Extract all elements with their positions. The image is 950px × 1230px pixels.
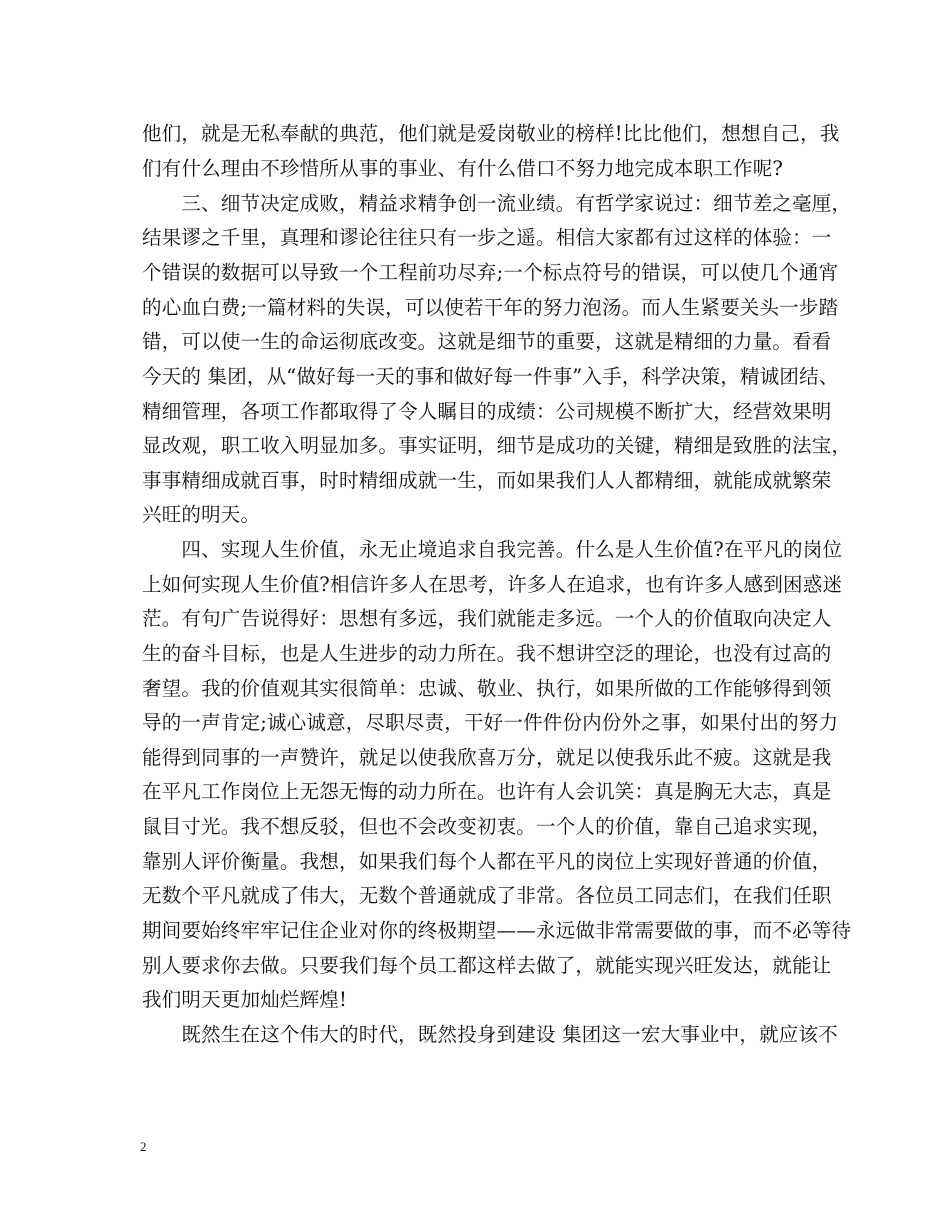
- body-text-line: 导的一声肯定;诚心诚意，尽职尽责，干好一件件份内份外之事，如果付出的努力: [142, 711, 839, 734]
- body-text-line: 四、实现人生价值，永无止境追求自我完善。什么是人生价值?在平凡的岗位: [142, 538, 843, 561]
- body-text-line: 错，可以使一生的命运彻底改变。这就是细节的重要，这就是精细的力量。看看: [142, 330, 832, 353]
- body-text-line: 的心血白费;一篇材料的失误，可以使若干年的努力泡汤。而人生紧要关头一步踏: [142, 296, 839, 319]
- body-text-line: 他们，就是无私奉献的典范，他们就是爱岗敬业的榜样!比比他们，想想自己，我: [142, 122, 840, 145]
- body-text-line: 奢望。我的价值观其实很简单：忠诚、敬业、执行，如果所做的工作能够得到领: [142, 677, 832, 700]
- body-text-line: 个错误的数据可以导致一个工程前功尽弃;一个标点符号的错误，可以使几个通宵: [142, 261, 839, 284]
- body-text-line: 兴旺的明天。: [142, 503, 261, 526]
- body-text-line: 今天的 集团，从“做好每一天的事和做好每一件事”入手，科学决策，精诚团结、: [142, 365, 839, 388]
- body-text-line: 显改观，职工收入明显加多。事实证明，细节是成功的关键，精细是致胜的法宝，: [142, 434, 852, 457]
- body-text-line: 靠别人评价衡量。我想，如果我们每个人都在平凡的岗位上实现好普通的价值，: [142, 850, 832, 873]
- body-text-line: 们有什么理由不珍惜所从事的事业、有什么借口不努力地完成本职工作呢?: [142, 157, 784, 180]
- body-text-line: 无数个平凡就成了伟大，无数个普通就成了非常。各位员工同志们，在我们任职: [142, 884, 832, 907]
- body-text-line: 结果谬之千里，真理和谬论往往只有一步之遥。相信大家都有过这样的体验：一: [142, 226, 832, 249]
- body-text-line: 三、细节决定成败，精益求精争创一流业绩。有哲学家说过：细节差之毫厘，: [142, 192, 852, 215]
- page-number: 2: [140, 1139, 147, 1154]
- body-text-line: 上如何实现人生价值?相信许多人在思考，许多人在追求，也有许多人感到困惑迷: [142, 573, 843, 596]
- body-text-line: 我们明天更加灿烂辉煌!: [142, 988, 348, 1011]
- body-text-line: 在平凡工作岗位上无怨无悔的动力所在。也许有人会讥笑：真是胸无大志，真是: [142, 780, 832, 803]
- body-text-line: 别人要求你去做。只要我们每个员工都这样去做了，就能实现兴旺发达，就能让: [142, 954, 832, 977]
- body-text-line: 能得到同事的一声赞许，就足以使我欣喜万分，就足以使我乐此不疲。这就是我: [142, 746, 832, 769]
- body-text-line: 精细管理，各项工作都取得了令人瞩目的成绩：公司规模不断扩大，经营效果明: [142, 400, 832, 423]
- body-text-line: 既然生在这个伟大的时代，既然投身到建设 集团这一宏大事业中，就应该不: [142, 1023, 838, 1046]
- body-text-line: 生的奋斗目标，也是人生进步的动力所在。我不想讲空泛的理论，也没有过高的: [142, 642, 832, 665]
- body-text-line: 期间要始终牢牢记住企业对你的终极期望——永远做非常需要做的事，而不必等待: [142, 919, 852, 942]
- body-text-line: 鼠目寸光。我不想反驳，但也不会改变初衷。一个人的价值，靠自己追求实现，: [142, 815, 832, 838]
- body-text-line: 茫。有句广告说得好：思想有多远，我们就能走多远。一个人的价值取向决定人: [142, 607, 832, 630]
- body-text-line: 事事精细成就百事，时时精细成就一生，而如果我们人人都精细，就能成就繁荣: [142, 469, 832, 492]
